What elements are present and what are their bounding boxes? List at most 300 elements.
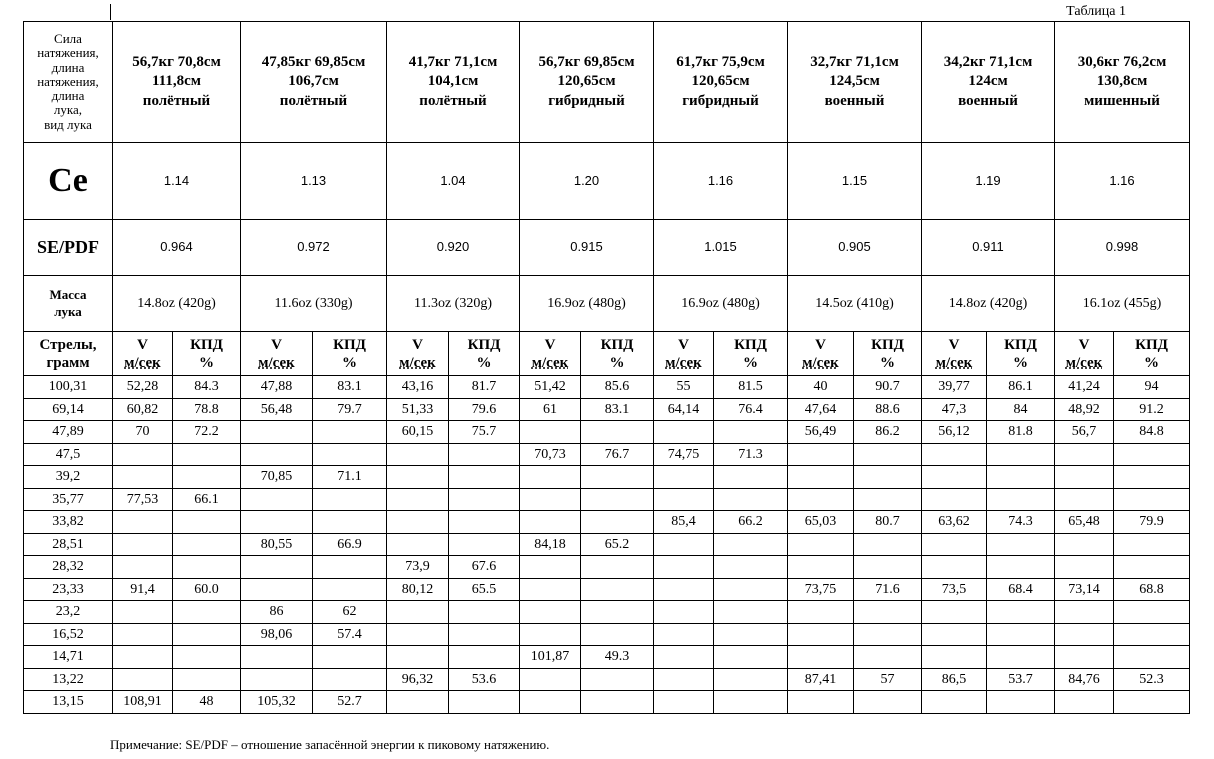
bow-weight-draw: 34,2кг 71,1см: [943, 53, 1033, 70]
velocity-cell: 60,15: [387, 421, 449, 444]
sepdf-row: [24, 220, 1190, 276]
corner-header-line: натяжения,: [37, 73, 99, 89]
arrow-mass-cell: 23,33: [24, 578, 113, 601]
arrow-mass-cell: 14,71: [24, 646, 113, 669]
arrows-label-line: грамм: [46, 354, 90, 371]
efficiency-header-line: КПД: [734, 336, 767, 353]
velocity-cell: [654, 601, 714, 624]
efficiency-cell: [714, 691, 788, 714]
bow-type: гибридный: [548, 92, 625, 109]
velocity-cell: 48,92: [1055, 398, 1114, 421]
bow-type: полётный: [279, 92, 348, 109]
efficiency-cell: 91.2: [1114, 398, 1190, 421]
velocity-cell: [654, 646, 714, 669]
efficiency-cell: [854, 443, 922, 466]
velocity-cell: [788, 466, 854, 489]
efficiency-cell: [581, 668, 654, 691]
sepdf-value: 0.964: [113, 220, 241, 276]
ce-label-text: Ce: [48, 161, 88, 199]
velocity-cell: 51,42: [520, 376, 581, 399]
bow-type: мишенный: [1084, 92, 1160, 109]
velocity-cell: 63,62: [922, 511, 987, 534]
bow-spec-header: [1055, 22, 1190, 143]
velocity-header-line: V: [271, 336, 282, 353]
corner-header-line: натяжения,: [37, 45, 99, 61]
velocity-cell: 70,73: [520, 443, 581, 466]
efficiency-cell: [1114, 691, 1190, 714]
bow-mass-value: 14.8oz (420g): [922, 276, 1055, 332]
velocity-cell: [520, 556, 581, 579]
efficiency-cell: [854, 646, 922, 669]
efficiency-cell: [987, 601, 1055, 624]
velocity-cell: [113, 601, 173, 624]
velocity-cell: 55: [654, 376, 714, 399]
efficiency-cell: 81.7: [449, 376, 520, 399]
velocity-cell: [387, 623, 449, 646]
efficiency-cell: [1114, 556, 1190, 579]
bow-weight-draw: 61,7кг 75,9см: [676, 53, 765, 70]
efficiency-cell: 49.3: [581, 646, 654, 669]
velocity-cell: [788, 533, 854, 556]
table-caption: Таблица 1: [1066, 4, 1126, 19]
velocity-cell: [654, 488, 714, 511]
efficiency-cell: [854, 556, 922, 579]
efficiency-header: [449, 332, 520, 376]
efficiency-header-line: КПД: [600, 336, 634, 353]
velocity-cell: [241, 646, 313, 669]
velocity-cell: 73,14: [1055, 578, 1114, 601]
efficiency-cell: [581, 578, 654, 601]
efficiency-header: [313, 332, 387, 376]
velocity-cell: [1055, 601, 1114, 624]
efficiency-cell: [854, 466, 922, 489]
efficiency-cell: [1114, 466, 1190, 489]
efficiency-cell: [987, 488, 1055, 511]
velocity-cell: [654, 556, 714, 579]
velocity-cell: [520, 421, 581, 444]
velocity-cell: 41,24: [1055, 376, 1114, 399]
corner-header-line: Сила: [54, 30, 82, 46]
efficiency-cell: [449, 533, 520, 556]
bow-spec-header: [113, 22, 241, 143]
bow-efficiency-table: [23, 21, 1190, 714]
table-row: [24, 421, 1190, 444]
efficiency-cell: 84.8: [1114, 421, 1190, 444]
velocity-cell: [922, 691, 987, 714]
velocity-unit: м/сек: [802, 354, 839, 371]
efficiency-header-line: КПД: [871, 336, 904, 353]
efficiency-cell: [313, 578, 387, 601]
velocity-cell: [788, 488, 854, 511]
velocity-cell: 96,32: [387, 668, 449, 691]
efficiency-cell: 65.5: [449, 578, 520, 601]
table-footnote: Примечание: SE/PDF – отношение запасённой энергии к пиковому натяжению.: [110, 737, 550, 752]
efficiency-cell: [854, 533, 922, 556]
efficiency-cell: 68.8: [1114, 578, 1190, 601]
efficiency-cell: [173, 646, 241, 669]
velocity-cell: [1055, 691, 1114, 714]
table-row: [24, 488, 1190, 511]
sepdf-label: [24, 220, 113, 276]
bow-weight-draw: 30,6кг 76,2см: [1077, 53, 1167, 70]
efficiency-cell: 66.9: [313, 533, 387, 556]
bow-mass-value: 14.8oz (420g): [113, 276, 241, 332]
bow-spec-header: [788, 22, 922, 143]
efficiency-cell: 83.1: [313, 376, 387, 399]
velocity-header-line: V: [544, 336, 556, 353]
efficiency-header: [1114, 332, 1190, 376]
efficiency-cell: [173, 466, 241, 489]
velocity-cell: [241, 443, 313, 466]
velocity-cell: [922, 443, 987, 466]
velocity-cell: 77,53: [113, 488, 173, 511]
mass-label: [24, 276, 113, 332]
corner-header-line: лука,: [53, 102, 83, 118]
arrow-mass-cell: 13,15: [24, 691, 113, 714]
efficiency-cell: [854, 601, 922, 624]
efficiency-cell: [714, 646, 788, 669]
efficiency-cell: [449, 488, 520, 511]
sepdf-value: 0.998: [1055, 220, 1190, 276]
velocity-header: [922, 332, 987, 376]
efficiency-cell: 74.3: [987, 511, 1055, 534]
velocity-unit: м/сек: [531, 354, 569, 371]
bow-mass-value: 11.6oz (330g): [241, 276, 387, 332]
velocity-cell: 91,4: [113, 578, 173, 601]
velocity-cell: 108,91: [113, 691, 173, 714]
bow-spec-header: [520, 22, 654, 143]
ce-value: 1.16: [654, 143, 788, 220]
mass-row: [24, 276, 1190, 332]
efficiency-cell: [313, 443, 387, 466]
efficiency-cell: [987, 466, 1055, 489]
bow-mass-value: 16.9oz (480g): [520, 276, 654, 332]
velocity-header: [241, 332, 313, 376]
bow-type: военный: [824, 92, 885, 109]
text-cursor: [110, 4, 111, 20]
velocity-cell: [241, 556, 313, 579]
table-row: [24, 511, 1190, 534]
efficiency-cell: [173, 443, 241, 466]
efficiency-cell: 83.1: [581, 398, 654, 421]
efficiency-cell: [313, 668, 387, 691]
sepdf-value: 0.972: [241, 220, 387, 276]
velocity-cell: 85,4: [654, 511, 714, 534]
efficiency-cell: 78.8: [173, 398, 241, 421]
velocity-unit: м/сек: [665, 354, 702, 371]
efficiency-cell: [313, 646, 387, 669]
efficiency-unit: %: [1013, 354, 1028, 371]
velocity-cell: [788, 601, 854, 624]
velocity-cell: [387, 691, 449, 714]
velocity-cell: 47,88: [241, 376, 313, 399]
table-row: [24, 668, 1190, 691]
velocity-cell: 84,18: [520, 533, 581, 556]
efficiency-cell: [173, 533, 241, 556]
bow-length: 120,65см: [691, 73, 750, 90]
velocity-cell: [113, 646, 173, 669]
efficiency-cell: [987, 623, 1055, 646]
efficiency-cell: 71.3: [714, 443, 788, 466]
velocity-cell: 65,03: [788, 511, 854, 534]
velocity-cell: 70: [113, 421, 173, 444]
velocity-cell: [387, 466, 449, 489]
ce-value: 1.16: [1055, 143, 1190, 220]
efficiency-cell: 57.4: [313, 623, 387, 646]
velocity-cell: [1055, 646, 1114, 669]
table-row: [24, 556, 1190, 579]
bow-spec-header: [654, 22, 788, 143]
efficiency-cell: 84: [987, 398, 1055, 421]
bow-type: военный: [958, 92, 1018, 109]
efficiency-cell: [987, 443, 1055, 466]
efficiency-header-line: КПД: [333, 336, 366, 353]
table-row: [24, 398, 1190, 421]
velocity-unit: м/сек: [1065, 354, 1103, 371]
efficiency-cell: 72.2: [173, 421, 241, 444]
table-row: [24, 601, 1190, 624]
efficiency-cell: 75.7: [449, 421, 520, 444]
efficiency-cell: [173, 556, 241, 579]
efficiency-cell: [714, 601, 788, 624]
efficiency-cell: [1114, 443, 1190, 466]
arrow-mass-cell: 28,32: [24, 556, 113, 579]
velocity-cell: [1055, 533, 1114, 556]
efficiency-cell: [581, 466, 654, 489]
velocity-header: [1055, 332, 1114, 376]
velocity-cell: [788, 443, 854, 466]
velocity-unit: м/сек: [124, 354, 161, 371]
arrows-label: [24, 332, 113, 376]
velocity-cell: 98,06: [241, 623, 313, 646]
velocity-cell: [1055, 488, 1114, 511]
efficiency-header: [173, 332, 241, 376]
velocity-header-line: V: [948, 336, 960, 353]
subheader-row: [24, 332, 1190, 376]
efficiency-cell: [449, 443, 520, 466]
efficiency-header-line: КПД: [1004, 336, 1037, 353]
efficiency-cell: [449, 601, 520, 624]
efficiency-cell: 79.7: [313, 398, 387, 421]
velocity-cell: [788, 556, 854, 579]
velocity-cell: [922, 623, 987, 646]
efficiency-cell: [714, 623, 788, 646]
ce-value: 1.19: [922, 143, 1055, 220]
efficiency-unit: %: [199, 354, 214, 371]
velocity-header: [788, 332, 854, 376]
efficiency-cell: 52.3: [1114, 668, 1190, 691]
velocity-cell: [387, 488, 449, 511]
efficiency-cell: [1114, 488, 1190, 511]
efficiency-unit: %: [880, 354, 895, 371]
velocity-header: [387, 332, 449, 376]
arrow-mass-cell: 16,52: [24, 623, 113, 646]
velocity-cell: [241, 421, 313, 444]
velocity-cell: [113, 443, 173, 466]
velocity-cell: 86: [241, 601, 313, 624]
velocity-cell: 56,49: [788, 421, 854, 444]
efficiency-cell: [581, 623, 654, 646]
velocity-header-line: V: [1078, 336, 1090, 353]
efficiency-unit: %: [342, 354, 357, 371]
velocity-cell: 61: [520, 398, 581, 421]
velocity-cell: [654, 623, 714, 646]
arrow-mass-cell: 47,5: [24, 443, 113, 466]
ce-value: 1.14: [113, 143, 241, 220]
efficiency-cell: [1114, 533, 1190, 556]
efficiency-cell: 76.4: [714, 398, 788, 421]
efficiency-cell: [581, 511, 654, 534]
efficiency-cell: [854, 623, 922, 646]
velocity-cell: 80,12: [387, 578, 449, 601]
efficiency-cell: 62: [313, 601, 387, 624]
velocity-cell: [387, 511, 449, 534]
efficiency-cell: 71.6: [854, 578, 922, 601]
velocity-cell: 84,76: [1055, 668, 1114, 691]
arrow-mass-cell: 100,31: [24, 376, 113, 399]
efficiency-cell: [987, 533, 1055, 556]
velocity-cell: [1055, 443, 1114, 466]
velocity-cell: [241, 488, 313, 511]
velocity-cell: [1055, 623, 1114, 646]
efficiency-cell: [1114, 623, 1190, 646]
bow-length: 130,8см: [1096, 73, 1148, 90]
efficiency-cell: [173, 601, 241, 624]
velocity-cell: 60,82: [113, 398, 173, 421]
velocity-cell: 43,16: [387, 376, 449, 399]
efficiency-cell: 66.1: [173, 488, 241, 511]
efficiency-cell: 85.6: [581, 376, 654, 399]
efficiency-cell: [313, 421, 387, 444]
efficiency-cell: 66.2: [714, 511, 788, 534]
velocity-cell: [113, 623, 173, 646]
velocity-cell: 73,9: [387, 556, 449, 579]
efficiency-header: [987, 332, 1055, 376]
bow-weight-draw: 56,7кг 69,85см: [538, 53, 635, 70]
velocity-cell: [654, 421, 714, 444]
table-row: [24, 691, 1190, 714]
arrow-mass-cell: 28,51: [24, 533, 113, 556]
efficiency-header-line: КПД: [467, 336, 501, 353]
efficiency-cell: 79.9: [1114, 511, 1190, 534]
efficiency-cell: 90.7: [854, 376, 922, 399]
ce-row: [24, 143, 1190, 220]
arrow-mass-cell: 35,77: [24, 488, 113, 511]
mass-label-line: лука: [54, 303, 82, 319]
velocity-header-line: V: [815, 336, 826, 353]
efficiency-cell: [581, 601, 654, 624]
efficiency-cell: 86.2: [854, 421, 922, 444]
velocity-cell: [520, 578, 581, 601]
efficiency-cell: 65.2: [581, 533, 654, 556]
table-row: [24, 466, 1190, 489]
bow-type: полётный: [142, 92, 211, 109]
efficiency-cell: [449, 511, 520, 534]
efficiency-cell: 76.7: [581, 443, 654, 466]
efficiency-header-line: КПД: [190, 336, 223, 353]
velocity-cell: [520, 668, 581, 691]
efficiency-cell: [173, 623, 241, 646]
velocity-cell: 39,77: [922, 376, 987, 399]
velocity-cell: [241, 511, 313, 534]
bow-mass-value: 14.5oz (410g): [788, 276, 922, 332]
velocity-cell: 47,3: [922, 398, 987, 421]
efficiency-cell: 94: [1114, 376, 1190, 399]
velocity-cell: [922, 646, 987, 669]
velocity-cell: [788, 646, 854, 669]
table-row: [24, 646, 1190, 669]
sepdf-label-text: SE/PDF: [36, 236, 99, 257]
velocity-cell: [922, 601, 987, 624]
bow-type: полётный: [419, 92, 487, 109]
velocity-cell: [387, 443, 449, 466]
velocity-cell: [387, 601, 449, 624]
ce-value: 1.15: [788, 143, 922, 220]
bow-spec-header: [241, 22, 387, 143]
velocity-unit: м/сек: [399, 354, 436, 371]
velocity-cell: [654, 466, 714, 489]
velocity-header: [113, 332, 173, 376]
efficiency-cell: 81.8: [987, 421, 1055, 444]
velocity-cell: [520, 623, 581, 646]
efficiency-cell: [581, 691, 654, 714]
arrow-mass-cell: 23,2: [24, 601, 113, 624]
velocity-cell: 56,7: [1055, 421, 1114, 444]
bow-spec-header: [922, 22, 1055, 143]
efficiency-cell: 68.4: [987, 578, 1055, 601]
efficiency-cell: [854, 488, 922, 511]
velocity-cell: [113, 511, 173, 534]
velocity-header: [654, 332, 714, 376]
velocity-cell: 87,41: [788, 668, 854, 691]
bow-type: гибридный: [682, 92, 759, 109]
velocity-cell: [654, 668, 714, 691]
efficiency-header: [854, 332, 922, 376]
corner-header-line: длина: [51, 88, 85, 104]
efficiency-cell: 88.6: [854, 398, 922, 421]
velocity-cell: 105,32: [241, 691, 313, 714]
velocity-cell: [520, 488, 581, 511]
efficiency-cell: [987, 646, 1055, 669]
bow-weight-draw: 56,7кг 70,8см: [132, 53, 221, 70]
velocity-cell: 56,12: [922, 421, 987, 444]
bow-mass-value: 11.3oz (320g): [387, 276, 520, 332]
bow-length: 104,1см: [427, 73, 479, 90]
velocity-cell: [113, 668, 173, 691]
velocity-cell: 64,14: [654, 398, 714, 421]
velocity-cell: [788, 623, 854, 646]
ce-value: 1.20: [520, 143, 654, 220]
velocity-cell: [1055, 466, 1114, 489]
efficiency-cell: [714, 488, 788, 511]
efficiency-cell: 86.1: [987, 376, 1055, 399]
velocity-cell: [922, 556, 987, 579]
efficiency-cell: [581, 421, 654, 444]
efficiency-unit: %: [1144, 354, 1159, 371]
velocity-cell: [241, 668, 313, 691]
table-row: [24, 443, 1190, 466]
velocity-header-line: V: [412, 336, 423, 353]
efficiency-cell: [714, 578, 788, 601]
ce-value: 1.13: [241, 143, 387, 220]
velocity-cell: [922, 488, 987, 511]
velocity-header-line: V: [137, 336, 148, 353]
efficiency-cell: [1114, 646, 1190, 669]
sepdf-value: 0.920: [387, 220, 520, 276]
velocity-unit: м/сек: [258, 354, 295, 371]
arrows-label-line: Стрелы,: [39, 336, 97, 353]
efficiency-cell: 84.3: [173, 376, 241, 399]
